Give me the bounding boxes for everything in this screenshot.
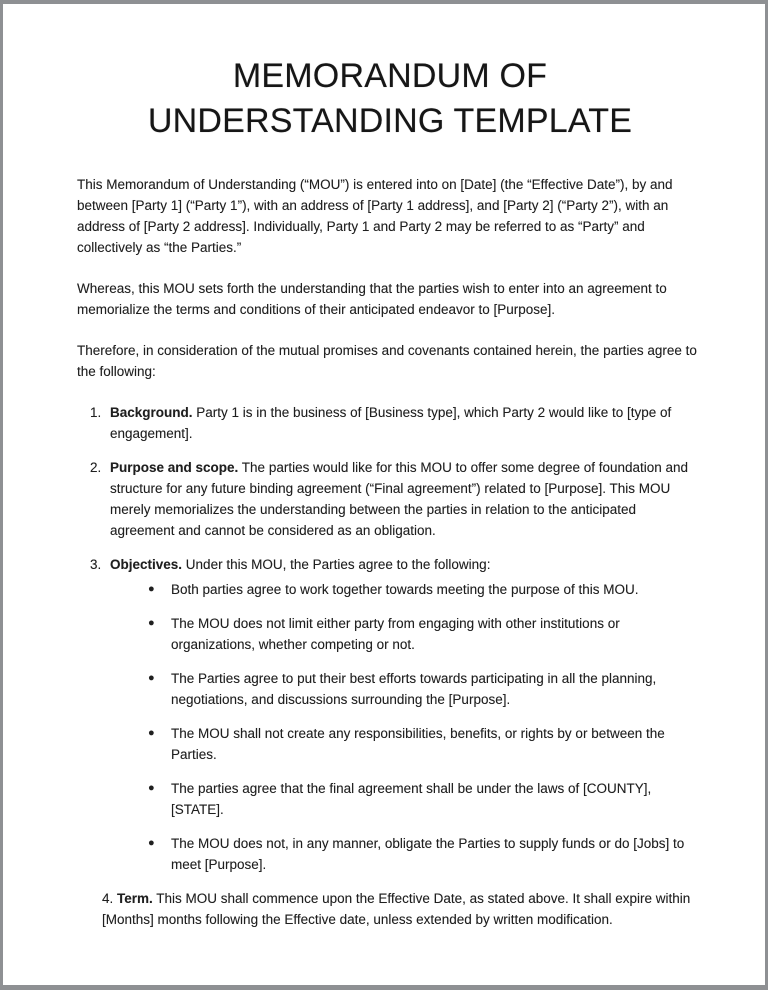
- document-content: [3, 54, 765, 930]
- bullet-item: [77, 833, 703, 875]
- bullet-icon: ●: [148, 727, 155, 739]
- list-item-objectives: [77, 554, 703, 575]
- bullet-icon: ●: [148, 672, 155, 684]
- bullet-item: [77, 579, 703, 600]
- title-line-2: UNDERSTANDING TEMPLATE: [147, 102, 633, 140]
- term-number: 4.: [102, 891, 118, 906]
- term-text: This MOU shall commence upon the Effective Date, as stated above. It shall expire within [Months] months following the Effective date, unless extended by written modification.: [102, 891, 691, 927]
- list-item-heading: Background.: [110, 405, 193, 420]
- term-paragraph: [77, 888, 703, 930]
- list-item-text: Party 1 is in the business of [Business type], which Party 2 would like to [type of engagement].: [110, 405, 672, 441]
- bullet-item: [77, 723, 703, 765]
- intro-paragraph: This Memorandum of Understanding (“MOU”) is entered into on [Date] (the “Effective Date”), by and between [Party 1] (“Party 1”), with an address of [Party 1 address], and [Party 2] (“Party 2”), with an address of [Party 2 address]. Individually, Party 1 and Party 2 may be referred to as “Party” and collectively as “the Parties.”: [77, 177, 673, 255]
- bullet-text: The parties agree that the final agreement shall be under the laws of [COUNTY], [STATE].: [171, 781, 652, 817]
- list-item-number: 1.: [90, 405, 102, 420]
- list-item-body: [110, 457, 703, 541]
- list-item-body: [110, 554, 703, 575]
- term-heading: Term.: [117, 891, 153, 906]
- bullet-text: The MOU does not limit either party from engaging with other institutions or organizations, whether competing or not.: [171, 616, 620, 652]
- bullet-item: [77, 778, 703, 820]
- bullet-icon: ●: [148, 583, 155, 595]
- list-item-text: Under this MOU, the Parties agree to the following:: [182, 557, 491, 572]
- therefore-paragraph: Therefore, in consideration of the mutual promises and covenants contained herein, the parties agree to the following:: [77, 343, 697, 379]
- bullet-item: [77, 613, 703, 655]
- list-item-number: 3.: [90, 557, 102, 572]
- list-item-purpose-and-scope: [77, 457, 703, 541]
- bullet-icon: ●: [148, 782, 155, 794]
- bullet-icon: ●: [148, 837, 155, 849]
- bullet-item: [77, 668, 703, 710]
- list-item-heading: Purpose and scope.: [110, 460, 239, 475]
- document-title: [77, 54, 703, 144]
- document-body: [77, 174, 703, 930]
- title-line-1: MEMORANDUM OF: [232, 57, 548, 95]
- bullet-text: Both parties agree to work together towards meeting the purpose of this MOU.: [171, 582, 639, 597]
- list-item-body: [110, 402, 703, 444]
- bullet-text: The MOU shall not create any responsibilities, benefits, or rights by or between the Parties.: [171, 726, 665, 762]
- list-item-number: 2.: [90, 460, 102, 475]
- list-item-background: [77, 402, 703, 444]
- whereas-paragraph: Whereas, this MOU sets forth the understanding that the parties wish to enter into an agreement to memorialize the terms and conditions of their anticipated endeavor to [Purpose].: [77, 281, 667, 317]
- bullet-text: The Parties agree to put their best efforts towards participating in all the planning, negotiations, and discussions surrounding the [Purpose].: [171, 671, 657, 707]
- list-item-heading: Objectives.: [110, 557, 183, 572]
- bullet-text: The MOU does not, in any manner, obligate the Parties to supply funds or do [Jobs] to meet [Purpose].: [171, 836, 685, 872]
- bullet-icon: ●: [148, 617, 155, 629]
- list-item-text: The parties would like for this MOU to offer some degree of foundation and structure for any future binding agreement (“Final agreement”) related to [Purpose]. This MOU merely memorializes the understanding between the parties in relation to the anticipated agreement and cannot be considered as an obligation.: [110, 460, 689, 538]
